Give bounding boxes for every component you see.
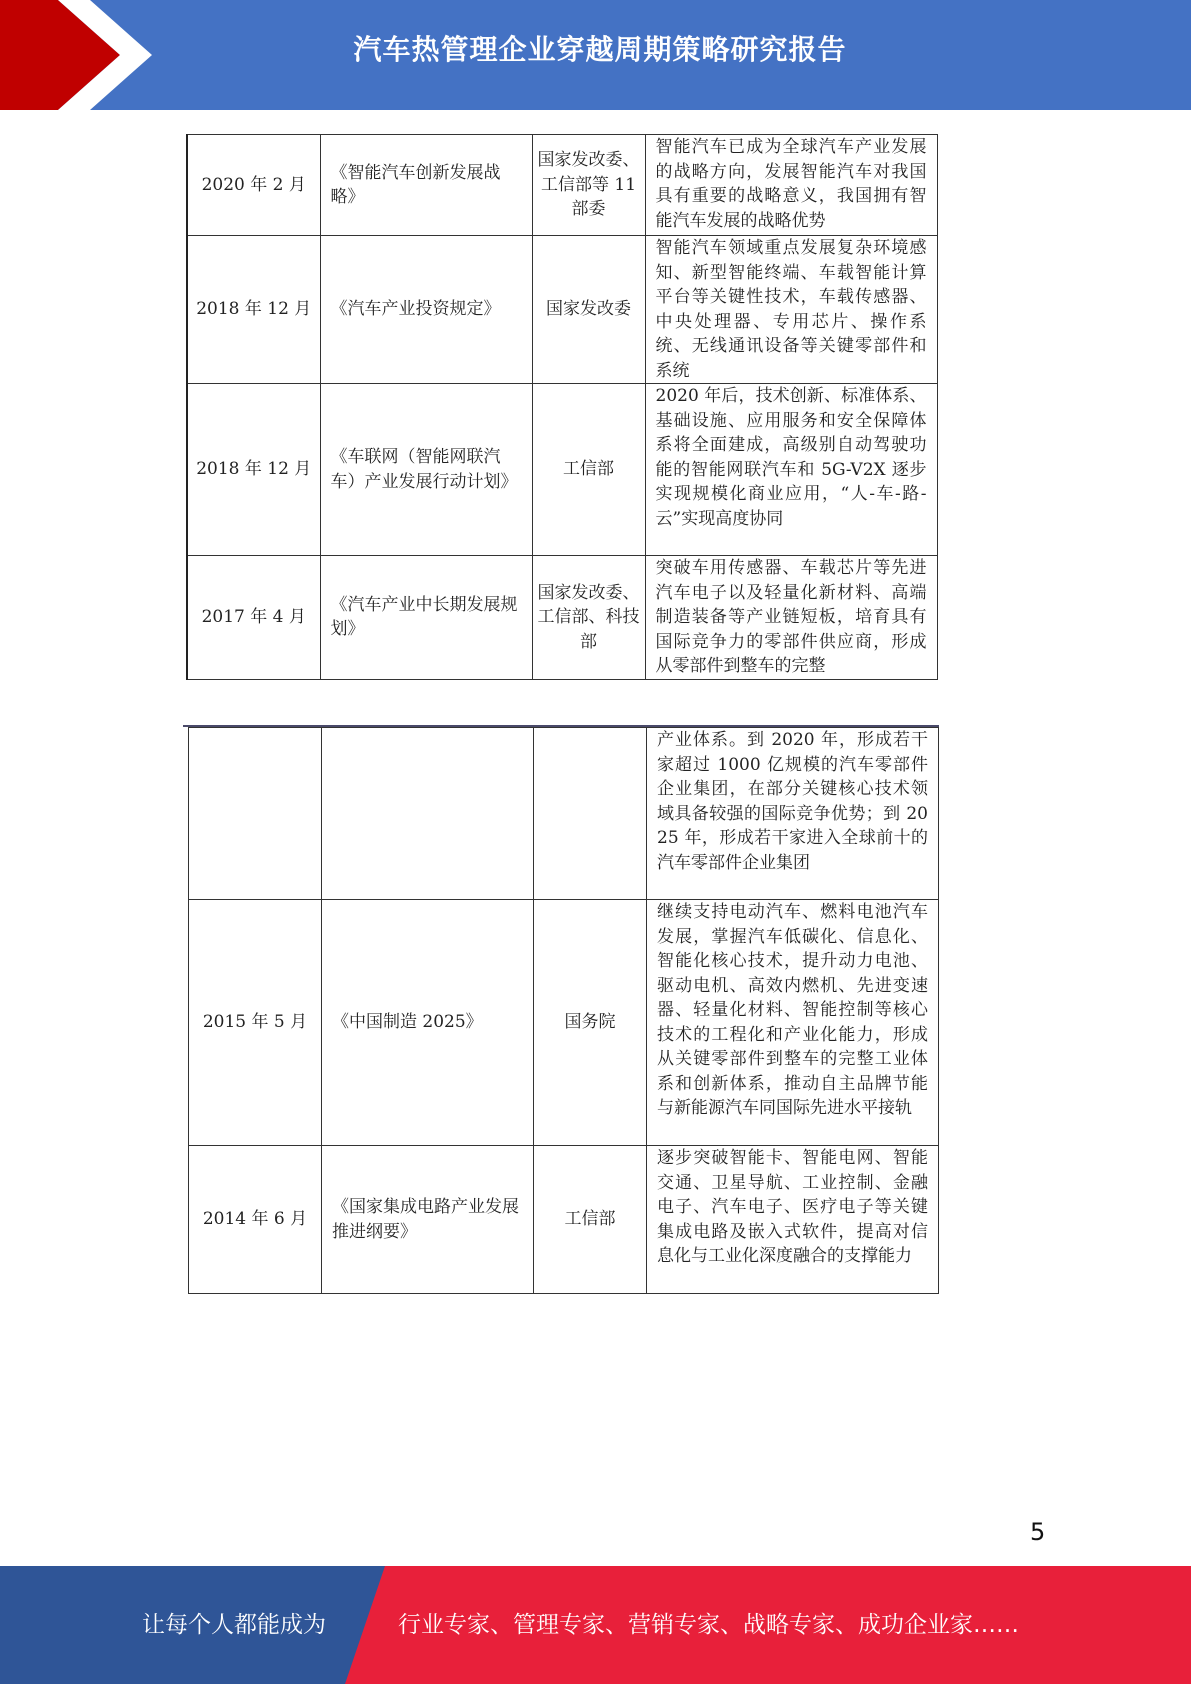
- content-cell: 2020 年后，技术创新、标准体系、基础设施、应用服务和安全保障体系将全面建成，高级别自动驾驶功能的智能网联汽车和 5G-V2X 逐步实现规模化商业应用，“人-车-路-云”实现高度协同: [645, 384, 937, 556]
- policy-table-1: [186, 134, 938, 680]
- document-cell: 《车联网（智能网联汽车）产业发展行动计划》: [320, 384, 532, 556]
- content-cell: 智能汽车领域重点发展复杂环境感知、新型智能终端、车载智能计算平台等关键性技术，车载传感器、中央处理器、专用芯片、操作系统、无线通讯设备等关键零部件和系统: [645, 236, 937, 384]
- report-title: 汽车热管理企业穿越周期策略研究报告: [353, 33, 847, 66]
- footer-roles: 行业专家、管理专家、营销专家、战略专家、成功企业家……: [398, 1612, 1019, 1638]
- content-cell: 智能汽车已成为全球汽车产业发展的战略方向，发展智能汽车对我国具有重要的战略意义，我国拥有智能汽车发展的战略优势: [645, 135, 937, 236]
- content-cell: 逐步突破智能卡、智能电网、智能交通、卫星导航、工业控制、金融电子、汽车电子、医疗电子等关键集成电路及嵌入式软件，提高对信息化与工业化深度融合的支撑能力: [647, 1146, 939, 1294]
- date-cell: [189, 728, 322, 900]
- page-footer: [0, 1566, 1191, 1684]
- issuer-cell: 国务院: [534, 900, 647, 1146]
- table-row: [187, 556, 937, 680]
- document-cell: 《国家集成电路产业发展推进纲要》: [322, 1146, 534, 1294]
- issuer-cell: [534, 728, 647, 900]
- table-row: [189, 728, 939, 900]
- document-cell: 《中国制造 2025》: [322, 900, 534, 1146]
- page-number: 5: [1030, 1518, 1046, 1546]
- document-cell: [322, 728, 534, 900]
- table-row: [187, 384, 937, 556]
- issuer-cell: 国家发改委、工信部、科技部: [532, 556, 645, 680]
- page-header: [0, 0, 1191, 110]
- issuer-cell: 工信部: [534, 1146, 647, 1294]
- table-row: [187, 236, 937, 384]
- content-cell: 继续支持电动汽车、燃料电池汽车发展，掌握汽车低碳化、信息化、智能化核心技术，提升动力电池、驱动电机、高效内燃机、先进变速器、轻量化材料、智能控制等核心技术的工程化和产业化能力，形成从关键零部件到整车的完整工业体系和创新体系，推动自主品牌节能与新能源汽车同国际先进水平接轨: [647, 900, 939, 1146]
- table-row: [187, 135, 937, 236]
- document-cell: 《智能汽车创新发展战略》: [320, 135, 532, 236]
- issuer-cell: 国家发改委: [532, 236, 645, 384]
- table-row: [189, 1146, 939, 1294]
- content-cell: 产业体系。到 2020 年，形成若干家超过 1000 亿规模的汽车零部件企业集团，在部分关键核心技术领域具备较强的国际竞争优势；到 2025 年，形成若干家进入全球前十的汽车零部件企业集团: [647, 728, 939, 900]
- date-cell: 2015 年 5 月: [189, 900, 322, 1146]
- document-cell: 《汽车产业投资规定》: [320, 236, 532, 384]
- content-cell: 突破车用传感器、车载芯片等先进汽车电子以及轻量化新材料、高端制造装备等产业链短板，培育具有国际竞争力的零部件供应商，形成从零部件到整车的完整: [645, 556, 937, 680]
- date-cell: 2018 年 12 月: [187, 236, 320, 384]
- date-cell: 2017 年 4 月: [187, 556, 320, 680]
- policy-table-2: [188, 727, 939, 1294]
- document-cell: 《汽车产业中长期发展规划》: [320, 556, 532, 680]
- date-cell: 2014 年 6 月: [189, 1146, 322, 1294]
- date-cell: 2018 年 12 月: [187, 384, 320, 556]
- table-row: [189, 900, 939, 1146]
- issuer-cell: 工信部: [532, 384, 645, 556]
- footer-slogan: 让每个人都能成为: [142, 1612, 326, 1638]
- date-cell: 2020 年 2 月: [187, 135, 320, 236]
- issuer-cell: 国家发改委、工信部等 11 部委: [532, 135, 645, 236]
